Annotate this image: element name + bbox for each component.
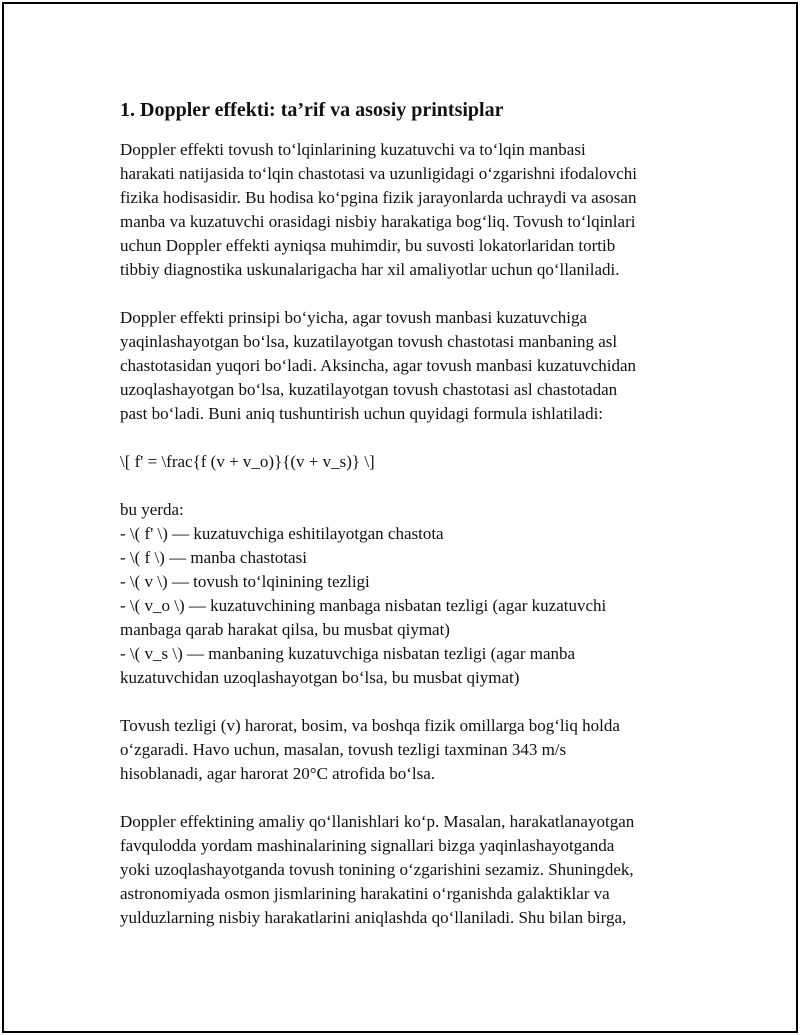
- formula-line: \[ f' = \frac{f (v + v_o)}{(v + v_s)} \]: [120, 452, 375, 471]
- paragraph-principle: Doppler effekti prinsipi bo‘yicha, agar tovush manbasi kuzatuvchiga yaqinlashayotgan bo‘lsa, kuzatilayotgan tovush chastotasi manbaning asl chastotasidan yuqori bo‘ladi. Aksincha, agar tovush manbasi kuzatuvchidan uzoqlashayotgan bo‘lsa, kuzatilayotgan tovush chastotasi asl chastotadan past bo‘ladi. Buni aniq tushuntirish uchun quyidagi formula ishlatiladi:: [120, 308, 637, 423]
- document-content: [120, 98, 700, 954]
- variable-definitions: bu yerda: - \( f' \) — kuzatuvchiga eshitilayotgan chastota - \( f \) — manba chastotasi - \( v \) — tovush to‘lqinining tezligi - \( v_o \) — kuzatuvchining manbaga nisbatan tezligi (agar kuzatuvchi manbaga qarab harakat qilsa, bu musbat qiymat) - \( v_s \) — manbaning kuzatuvchiga nisbatan tezligi (agar manba kuzatuvchidan uzoqlashayotgan bo‘lsa, bu musbat qiymat): [120, 500, 607, 687]
- paragraph-intro: Doppler effekti tovush to‘lqinlarining kuzatuvchi va to‘lqin manbasi harakati natijasida to‘lqin chastotasi va uzunligidagi o‘zgarishni ifodalovchi fizika hodisasidir. Bu hodisa ko‘pgina fizik jarayonlarda uchraydi va asosan manba va kuzatuvchi orasidagi nisbiy harakatiga bog‘liq. Tovush to‘lqinlari uchun Doppler effekti ayniqsa muhimdir, bu suvosti lokatorlaridan tortib tibbiy diagnostika uskunalarigacha har xil amaliyotlar uchun qo‘llaniladi.: [120, 140, 637, 279]
- paragraph-sound-speed: Tovush tezligi (v) harorat, bosim, va boshqa fizik omillarga bog‘liq holda o‘zgaradi. Havo uchun, masalan, tovush tezligi taxminan 343 m/s hisoblanadi, agar harorat 20°C atrofida bo‘lsa.: [120, 716, 620, 783]
- section-heading: 1. Doppler effekti: ta’rif va asosiy printsiplar: [120, 99, 504, 121]
- paragraph-applications: Doppler effektining amaliy qo‘llanishlari ko‘p. Masalan, harakatlanayotgan favqulodda yordam mashinalarining signallari bizga yaqinlashayotganda yoki uzoqlashayotganda tovush tonining o‘zgarishini sezamiz. Shuningdek, astronomiyada osmon jismlarining harakatini o‘rganishda galaktiklar va yulduzlarning nisbiy harakatlarini aniqlashda qo‘llaniladi. Shu bilan birga,: [120, 812, 635, 927]
- document-page: [2, 2, 798, 1033]
